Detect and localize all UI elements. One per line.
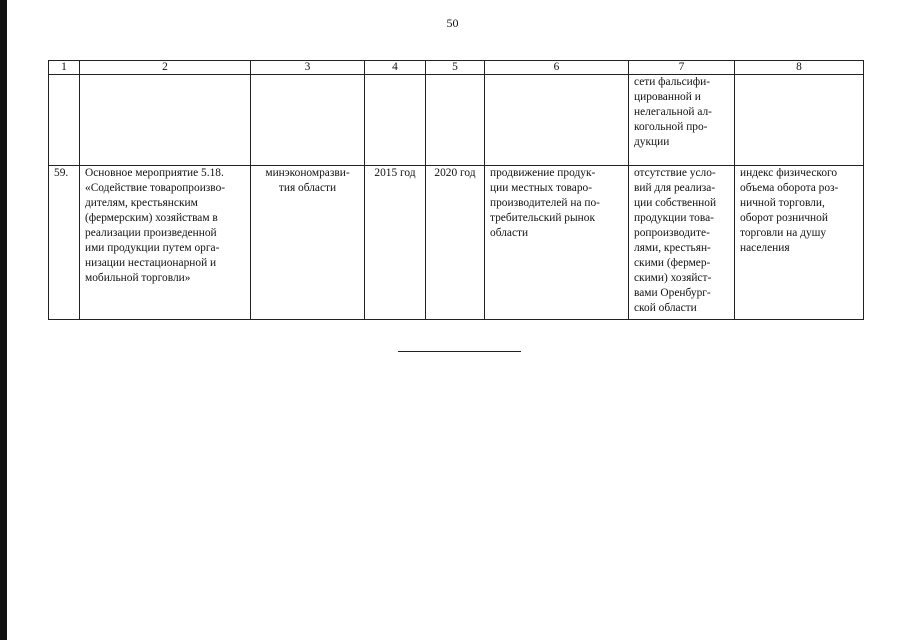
column-header: 2 — [80, 61, 251, 75]
text-line: реализации произведенной — [85, 227, 217, 239]
text-line: минэкономразви- — [265, 167, 350, 179]
text-line: продукции това- — [634, 212, 714, 224]
text-line: объема оборота роз- — [740, 182, 839, 194]
text-line: производителей на по- — [490, 197, 600, 209]
text-line: (фермерским) хозяйствам в — [85, 212, 218, 224]
table-cell — [735, 75, 864, 166]
text-line: индекс физического — [740, 167, 838, 179]
end-year-cell: 2020 год — [426, 166, 485, 320]
text-line: вий для реализа- — [634, 182, 716, 194]
text-line: ропроизводите- — [634, 227, 710, 239]
column-header: 6 — [485, 61, 629, 75]
table-cell — [80, 75, 251, 166]
text-line: ими продукции путем орга- — [85, 242, 220, 254]
text-line: скими) хозяйст- — [634, 272, 712, 284]
table-cell — [49, 75, 80, 166]
consequence-cell — [629, 166, 735, 320]
column-header: 7 — [629, 61, 735, 75]
text-line: низации нестационарной и — [85, 257, 217, 269]
text-line: нелегальной ал- — [634, 106, 712, 118]
table-cell — [485, 75, 629, 166]
column-number-row — [49, 61, 864, 75]
table-row-59 — [49, 166, 864, 320]
indicator-cell — [735, 166, 864, 320]
text-line: дителям, крестьянским — [85, 197, 198, 209]
text-line: требительский рынок — [490, 212, 595, 224]
start-year-cell: 2015 год — [365, 166, 426, 320]
text-line: мобильной торговли» — [85, 272, 191, 284]
column-header: 8 — [735, 61, 864, 75]
column-header: 4 — [365, 61, 426, 75]
text-line: сети фальсифи- — [634, 76, 711, 88]
text-line: скими (фермер- — [634, 257, 711, 269]
continuation-row — [49, 75, 864, 166]
text-line: отсутствие усло- — [634, 167, 716, 179]
measure-name-cell — [80, 166, 251, 320]
text-line: «Содействие товаропроизво- — [85, 182, 226, 194]
text-line: когольной про- — [634, 121, 708, 133]
text-line: дукции — [634, 136, 670, 148]
column-header: 5 — [426, 61, 485, 75]
risk-cell — [629, 75, 735, 166]
text-line: вами Оренбург- — [634, 287, 711, 299]
text-line: оборот розничной — [740, 212, 828, 224]
text-line: области — [490, 227, 529, 239]
text-line: ской области — [634, 302, 697, 314]
text-line: цированной и — [634, 91, 701, 103]
text-line: продвижение продук- — [490, 167, 596, 179]
text-line: ции собственной — [634, 197, 717, 209]
closing-divider-line — [398, 351, 521, 352]
table-cell — [426, 75, 485, 166]
column-header: 1 — [49, 61, 80, 75]
table-cell — [365, 75, 426, 166]
executor-cell — [251, 166, 365, 320]
column-header: 3 — [251, 61, 365, 75]
row-number: 59. — [49, 166, 80, 320]
text-line: лями, крестьян- — [634, 242, 711, 254]
text-line: Основное мероприятие 5.18. — [85, 167, 224, 179]
table-cell — [251, 75, 365, 166]
page-number: 50 — [446, 16, 459, 30]
text-line: ции местных товаро- — [490, 182, 592, 194]
text-line: ничной торговли, — [740, 197, 825, 209]
measures-table — [48, 60, 864, 320]
text-line: населения — [740, 242, 790, 254]
page-edge-bar — [0, 0, 7, 640]
text-line: тия области — [278, 182, 337, 194]
expected-result-cell — [485, 166, 629, 320]
text-line: торговли на душу — [740, 227, 827, 239]
